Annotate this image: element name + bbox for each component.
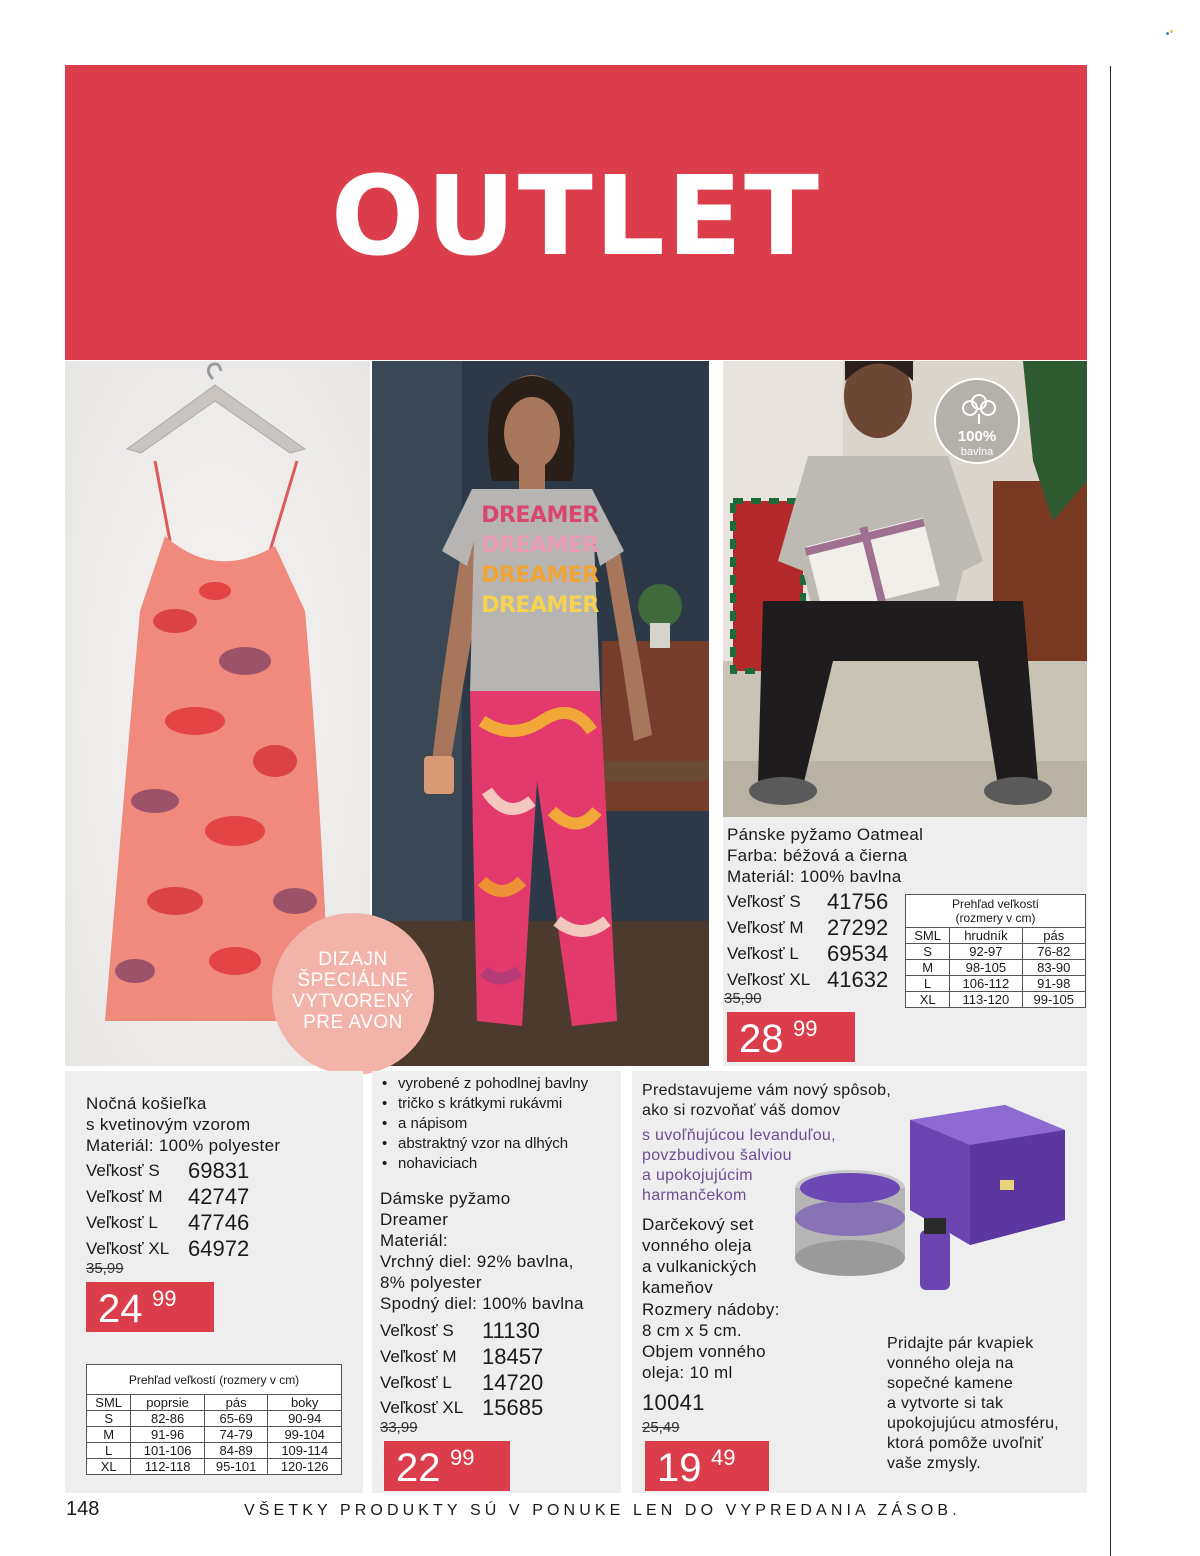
list-item: • nohaviciach [382, 1154, 588, 1174]
list-item: • vyrobené z pohodlnej bavlny [382, 1074, 588, 1094]
table-row: S 82-86 65-69 90-94 [87, 1411, 342, 1427]
table-row: M 91-96 74-79 99-104 [87, 1427, 342, 1443]
dimensions-value: 8 cm x 5 cm. [642, 1321, 742, 1340]
feature-list [382, 1074, 588, 1174]
dimensions-label: Rozmery nádoby: [642, 1300, 780, 1319]
intro-text-2: ako si rozvoňať váš domov [642, 1102, 841, 1119]
cotton-flower-icon [959, 390, 999, 426]
material-bottom: Spodný diel: 100% bavlna [380, 1294, 584, 1313]
product-name: Pánske pyžamo Oatmeal [727, 825, 924, 844]
list-item: • a nápisom [382, 1114, 588, 1134]
product-name-2: vonného oleja [642, 1236, 752, 1255]
product-material: Materiál: [380, 1231, 448, 1250]
product-name: Nočná košieľka [86, 1094, 207, 1113]
table-row: L 101-106 84-89 109-114 [87, 1443, 342, 1459]
size-row: Veľkosť S 41756 [727, 889, 889, 914]
men-size-table: Prehľad veľkostí (rozmery v cm) SML hrudník pás S 92-97 76-82 M 98-105 83-90 L 106-112 91-98 XL 113-120 99-105 [905, 894, 1086, 1008]
material-top-2: 8% polyester [380, 1273, 482, 1292]
size-row: Veľkosť XL 41632 [727, 967, 889, 992]
tip-text: vonného oleja na [887, 1355, 1014, 1372]
material-top: Vrchný diel: 92% bavlna, [380, 1252, 574, 1271]
size-row: Veľkosť XL 15685 [380, 1395, 544, 1420]
tip-text: a vytvorte si tak [887, 1395, 1004, 1412]
product-material: Materiál: 100% bavlna [727, 867, 902, 886]
oatmeal-pajama-photo [723, 361, 1087, 817]
size-row: Veľkosť L 69534 [727, 941, 889, 966]
product-color: Farba: béžová a čierna [727, 846, 908, 865]
tip-text: upokojujúcu atmosféru, [887, 1415, 1060, 1432]
size-row: Veľkosť S 69831 [86, 1158, 250, 1183]
volume-label: Objem vonného [642, 1342, 766, 1361]
product-material: Materiál: 100% polyester [86, 1136, 281, 1155]
shirt-print: DREAMER DREAMER DREAMER DREAMER [481, 503, 599, 618]
dress-size-table: Prehľad veľkostí (rozmery v cm) SML poprsie pás boky S 82-86 65-69 90-94 M 91-96 74-79 99-104 L 101-106 84-89 109-114 XL 112-118 95-101 120-126 [86, 1364, 342, 1475]
old-price: 25,49 [642, 1419, 680, 1436]
product-name-4: kameňov [642, 1278, 714, 1297]
tip-text: Pridajte pár kvapiek [887, 1335, 1034, 1352]
volume-value: oleja: 10 ml [642, 1363, 733, 1382]
tip-text: sopečné kamene [887, 1375, 1014, 1392]
price-tag: 19 49 [645, 1441, 769, 1491]
design-badge: DIZAJN ŠPECIÁLNE VYTVORENÝ PRE AVON [272, 913, 434, 1075]
size-row: Veľkosť M 18457 [380, 1344, 544, 1369]
table-row: S 92-97 76-82 [906, 944, 1086, 960]
list-item: • abstraktný vzor na dlhých [382, 1134, 588, 1154]
outlet-banner [65, 65, 1087, 360]
table-row: XL 113-120 99-105 [906, 992, 1086, 1008]
list-item: • tričko s krátkymi rukávmi [382, 1094, 588, 1114]
cotton-badge: 100% bavlna [934, 378, 1020, 464]
size-row: Veľkosť XL 64972 [86, 1236, 250, 1261]
product-name-2: Dreamer [380, 1210, 449, 1229]
scent-text: s uvoľňujúcou levanduľou, [642, 1127, 836, 1144]
product-name: Darčekový set [642, 1215, 754, 1234]
scent-text: harmančekom [642, 1187, 747, 1204]
table-row: M 98-105 83-90 [906, 960, 1086, 976]
footer-disclaimer: VŠETKY PRODUKTY SÚ V PONUKE LEN DO VYPREDANIA ZÁSOB. [244, 1502, 961, 1519]
tip-text: ktorá pomôže uvoľniť [887, 1435, 1044, 1452]
product-code: 10041 [642, 1390, 705, 1415]
scent-text: a upokojujúcim [642, 1167, 753, 1184]
intro-text: Predstavujeme vám nový spôsob, [642, 1082, 892, 1099]
corner-logo-mark [1166, 30, 1174, 36]
product-name: Dámske pyžamo [380, 1189, 511, 1208]
scent-text: povzbudivou šalviou [642, 1147, 792, 1164]
page-title: OUTLET [330, 152, 822, 280]
product-name-2: s kvetinovým vzorom [86, 1115, 251, 1134]
size-row: Veľkosť M 42747 [86, 1184, 250, 1209]
old-price: 35,99 [86, 1260, 124, 1277]
tip-text: vaše zmysly. [887, 1455, 981, 1472]
price-tag: 28 99 [727, 1012, 855, 1062]
page-number: 148 [66, 1498, 100, 1520]
product-name-3: a vulkanických [642, 1257, 757, 1276]
price-tag: 24 99 [86, 1282, 214, 1332]
table-row: L 106-112 91-98 [906, 976, 1086, 992]
size-row: Veľkosť S 11130 [380, 1318, 540, 1343]
page-edge-rule [1110, 66, 1111, 1556]
size-row: Veľkosť L 14720 [380, 1370, 544, 1395]
table-row: XL 112-118 95-101 120-126 [87, 1459, 342, 1475]
old-price: 35,90 [724, 990, 762, 1007]
price-tag: 22 99 [384, 1441, 510, 1491]
size-row: Veľkosť L 47746 [86, 1210, 250, 1235]
size-row: Veľkosť M 27292 [727, 915, 889, 940]
old-price: 33,99 [380, 1419, 418, 1436]
